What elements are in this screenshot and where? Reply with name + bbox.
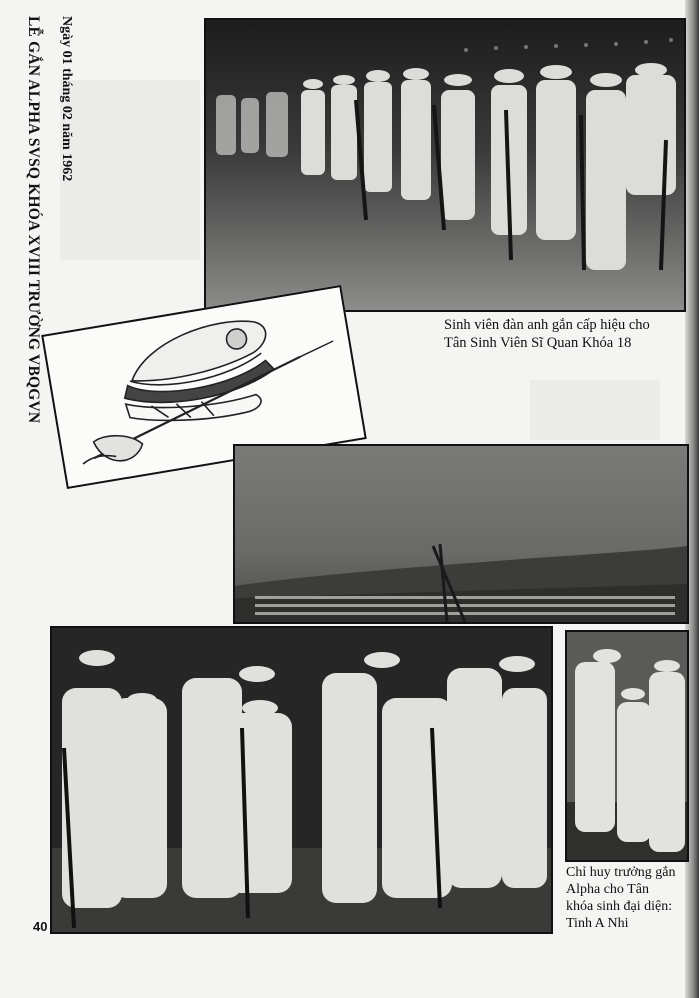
photo-cadet-ceremony <box>204 18 686 312</box>
bottom-caption-line: khóa sinh đại diện: <box>566 899 673 914</box>
page-number: 40 <box>33 919 48 934</box>
side-date: Ngày 01 tháng 02 năm 1962 <box>59 16 74 182</box>
bleed-through <box>530 380 660 440</box>
bottom-caption-line: Chỉ huy trưởng gắn <box>566 865 676 880</box>
photo-parade-field <box>233 444 689 624</box>
bottom-caption-line: Tinh A Nhi <box>566 916 629 931</box>
bottom-caption-line: Alpha cho Tân <box>566 882 649 897</box>
top-caption-line: Tân Sinh Viên Sĩ Quan Khóa 18 <box>444 335 632 351</box>
photo-commander-pinning <box>565 630 689 862</box>
bottom-caption <box>566 864 691 932</box>
top-caption-line: Sinh viên đàn anh gắn cấp hiệu cho <box>444 317 650 333</box>
photo-alpha-pinning <box>50 626 553 934</box>
side-title: LỄ GẮN ALPHA SVSQ KHÓA XVIII TRƯỜNG VBQGVN <box>25 16 42 424</box>
top-caption <box>444 316 650 352</box>
